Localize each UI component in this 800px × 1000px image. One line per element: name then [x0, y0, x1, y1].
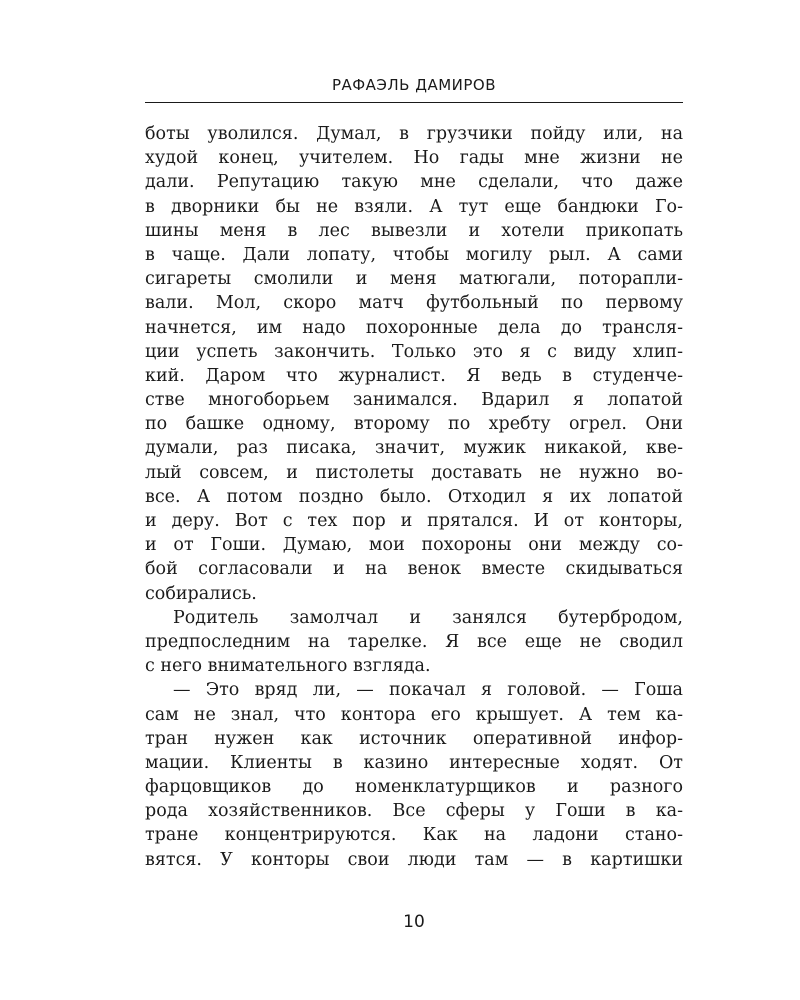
text-line: собирались. [145, 583, 257, 604]
text-line: шины меня в лес вывезли и хотели прикопать [145, 220, 683, 241]
text-line: вали. Мол, скоро матч футбольный по первому [145, 293, 683, 314]
page-number: 10 [403, 912, 425, 932]
text-line: все. А потом поздно было. Отходил я их лопатой [145, 486, 683, 507]
text-line: в дворники бы не взяли. А тут еще бандюки Го- [145, 196, 683, 217]
text-line: сигареты смолили и меня матюгали, поторапли- [145, 269, 683, 290]
text-line: лый совсем, и пистолеты доставать не нужно во- [145, 462, 683, 483]
text-line: дали. Репутацию такую мне сделали, что даже [145, 172, 683, 193]
text-line: думали, раз писака, значит, мужик никакой, кве- [145, 438, 683, 459]
text-line: и от Гоши. Думаю, мои похороны они между со- [145, 535, 683, 556]
text-line: начнется, им надо похоронные дела до трансля- [145, 317, 683, 338]
text-line: стве многоборьем занимался. Вдарил я лопатой [145, 390, 683, 411]
text-line: сам не знал, что контора его крышует. А тем ка- [145, 704, 683, 725]
text-line: — Это вряд ли, — покачал я головой. — Гоша [173, 680, 683, 701]
text-line: в чаще. Дали лопату, чтобы могилу рыл. А сами [145, 244, 683, 265]
text-line: Родитель замолчал и занялся бутербродом, [173, 607, 683, 628]
header-rule [145, 102, 683, 103]
text-line: и деру. Вот с тех пор и прятался. И от конторы, [145, 511, 683, 531]
page-body-text [145, 122, 683, 872]
running-head-author: РАФАЭЛЬ ДАМИРОВ [331, 76, 497, 94]
text-line: худой конец, учителем. Но гады мне жизни не [145, 148, 683, 169]
text-line: кий. Даром что журналист. Я ведь в студенче- [145, 365, 683, 386]
text-line: с него внимательного взгляда. [145, 656, 431, 677]
text-line: боты уволился. Думал, в грузчики пойду или, на [145, 124, 683, 144]
text-line: предпоследним на тарелке. Я все еще не сводил [145, 631, 683, 652]
text-line: вятся. У конторы свои люди там — в картишки [145, 849, 683, 870]
text-line: бой согласовали и на венок вместе скидываться [145, 559, 683, 580]
text-line: ции успеть закончить. Только это я с виду хлип- [145, 341, 683, 362]
text-line: по башке одному, второму по хребту огрел. Они [145, 414, 683, 435]
text-line: фарцовщиков до номенклатурщиков и разного [145, 777, 683, 798]
text-line: мации. Клиенты в казино интересные ходят. От [145, 752, 683, 773]
text-line: тране концентрируются. Как на ладони стано- [145, 825, 683, 846]
text-line: рода хозяйственников. Все сферы у Гоши в ка- [145, 801, 683, 822]
text-line: тран нужен как источник оперативной инфор- [145, 728, 683, 749]
